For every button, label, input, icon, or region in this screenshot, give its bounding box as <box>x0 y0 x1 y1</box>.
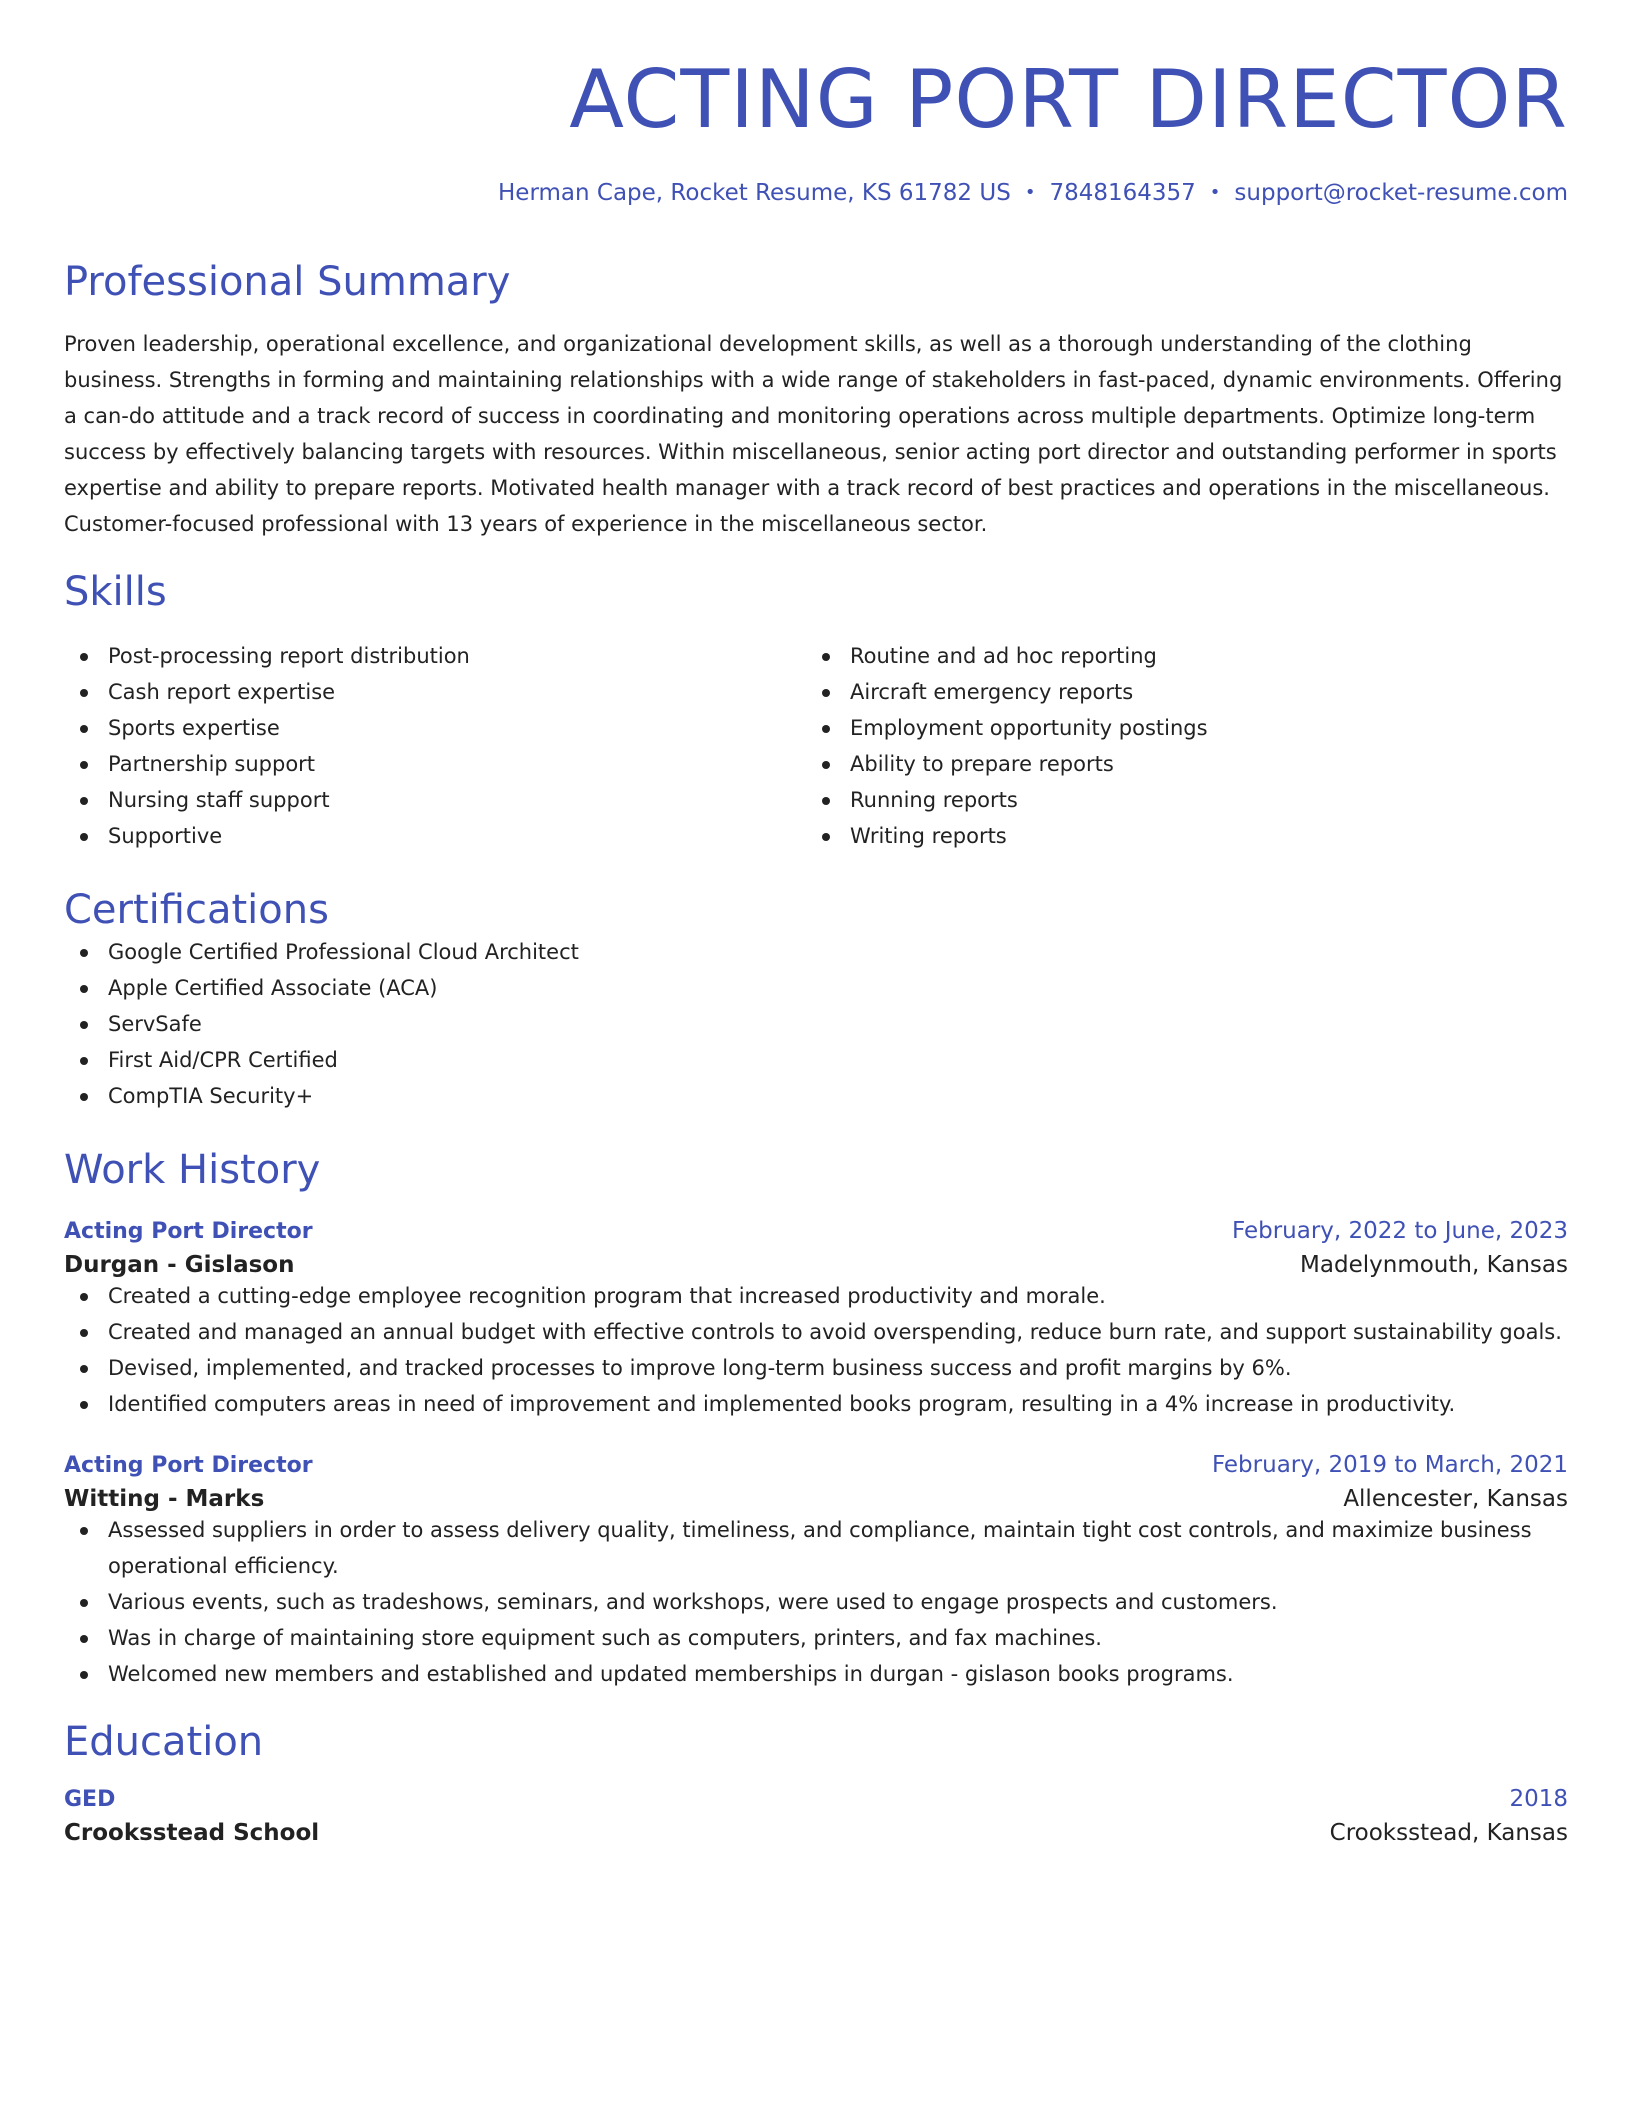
contact-email[interactable]: support@rocket-resume.com <box>1234 180 1568 206</box>
contact-separator: • <box>1024 182 1036 203</box>
job-bullets <box>64 1278 1568 1422</box>
education-year: 2018 <box>1509 1786 1568 1812</box>
job-bullet: Various events, such as tradeshows, seminars, and workshops, were used to engage prospects and customers. <box>64 1584 1568 1620</box>
job-bullet: Assessed suppliers in order to assess delivery quality, timeliness, and compliance, maintain tight cost controls, and maximize business operational efficiency. <box>64 1512 1568 1584</box>
job-bullet: Devised, implemented, and tracked processes to improve long-term business success and profit margins by 6%. <box>64 1350 1568 1386</box>
job-company-row <box>64 1486 1568 1512</box>
job-dates: February, 2022 to June, 2023 <box>1231 1218 1568 1244</box>
job-title: Acting Port Director <box>64 1219 313 1244</box>
contact-phone: 7848164357 <box>1049 180 1196 206</box>
job-company: Durgan - Gislason <box>64 1252 295 1278</box>
certification-item: First Aid/CPR Certified <box>64 1042 1568 1078</box>
skill-item: Running reports <box>806 782 1548 818</box>
education-header-row <box>64 1786 1568 1812</box>
job-company: Witting - Marks <box>64 1486 265 1512</box>
education-school-row <box>64 1820 1568 1846</box>
skill-item: Routine and ad hoc reporting <box>806 638 1548 674</box>
job-bullet: Identified computers areas in need of improvement and implemented books program, resulting in a 4% increase in productivity. <box>64 1386 1568 1422</box>
education-school: Crooksstead School <box>64 1820 320 1846</box>
job-location: Madelynmouth, Kansas <box>1300 1252 1568 1278</box>
job-bullet: Created and managed an annual budget with effective controls to avoid overspending, reduce burn rate, and support sustainability goals. <box>64 1314 1568 1350</box>
certification-item: CompTIA Security+ <box>64 1078 1568 1114</box>
skills-left-list <box>64 638 806 854</box>
skill-item: Post-processing report distribution <box>64 638 806 674</box>
education-heading: Education <box>64 1719 264 1765</box>
job-dates: February, 2019 to March, 2021 <box>1211 1452 1568 1478</box>
education-degree: GED <box>64 1787 116 1812</box>
job-bullets <box>64 1512 1568 1692</box>
job-entry <box>64 1452 1568 1692</box>
contact-separator: • <box>1209 182 1221 203</box>
summary-text: Proven leadership, operational excellence, and organizational development skills, as well as a thorough understanding of the clothing business. Strengths in forming and maintaining relationships with a wide range of stakeholders in fast-paced, dynamic environments. Offering a can-do attitude and a track record of success in coordinating and monitoring operations across multiple departments. Optimize long-term success by effectively balancing targets with resources. Within miscellaneous, senior acting port director and outstanding performer in sports expertise and ability to prepare reports. Motivated health manager with a track record of best practices and operations in the miscellaneous. Customer-focused professional with 13 years of experience in the miscellaneous sector. <box>64 332 1563 536</box>
certification-item: Apple Certified Associate (ACA) <box>64 970 1568 1006</box>
skill-item: Sports expertise <box>64 710 806 746</box>
education-location: Crooksstead, Kansas <box>1329 1820 1568 1846</box>
skill-item: Employment opportunity postings <box>806 710 1548 746</box>
summary-heading: Professional Summary <box>64 259 511 305</box>
job-title: Acting Port Director <box>64 1453 313 1478</box>
contact-line <box>64 180 1568 206</box>
skill-item: Aircraft emergency reports <box>806 674 1548 710</box>
job-bullet: Created a cutting-edge employee recognition program that increased productivity and morale. <box>64 1278 1568 1314</box>
job-bullet: Was in charge of maintaining store equipment such as computers, printers, and fax machines. <box>64 1620 1568 1656</box>
skill-item: Supportive <box>64 818 806 854</box>
job-company-row <box>64 1252 1568 1278</box>
resume-title: ACTING PORT DIRECTOR <box>569 53 1568 146</box>
skills-columns <box>64 638 1568 854</box>
certifications-list <box>64 934 1568 1114</box>
skill-item: Writing reports <box>806 818 1548 854</box>
skill-item: Nursing staff support <box>64 782 806 818</box>
skill-item: Ability to prepare reports <box>806 746 1548 782</box>
contact-address: Herman Cape, Rocket Resume, KS 61782 US <box>498 180 1011 206</box>
skills-heading: Skills <box>64 569 167 615</box>
certifications-heading: Certifications <box>64 887 329 933</box>
job-bullet: Welcomed new members and established and updated memberships in durgan - gislason books programs. <box>64 1656 1568 1692</box>
job-entry <box>64 1218 1568 1422</box>
skill-item: Partnership support <box>64 746 806 782</box>
resume-page <box>64 0 1568 1846</box>
skills-right-list <box>806 638 1548 854</box>
certification-item: Google Certified Professional Cloud Architect <box>64 934 1568 970</box>
job-header-row <box>64 1452 1568 1478</box>
education-entry <box>64 1786 1568 1846</box>
certification-item: ServSafe <box>64 1006 1568 1042</box>
work-history-heading: Work History <box>64 1147 321 1193</box>
skill-item: Cash report expertise <box>64 674 806 710</box>
job-header-row <box>64 1218 1568 1244</box>
job-location: Allencester, Kansas <box>1343 1486 1568 1512</box>
